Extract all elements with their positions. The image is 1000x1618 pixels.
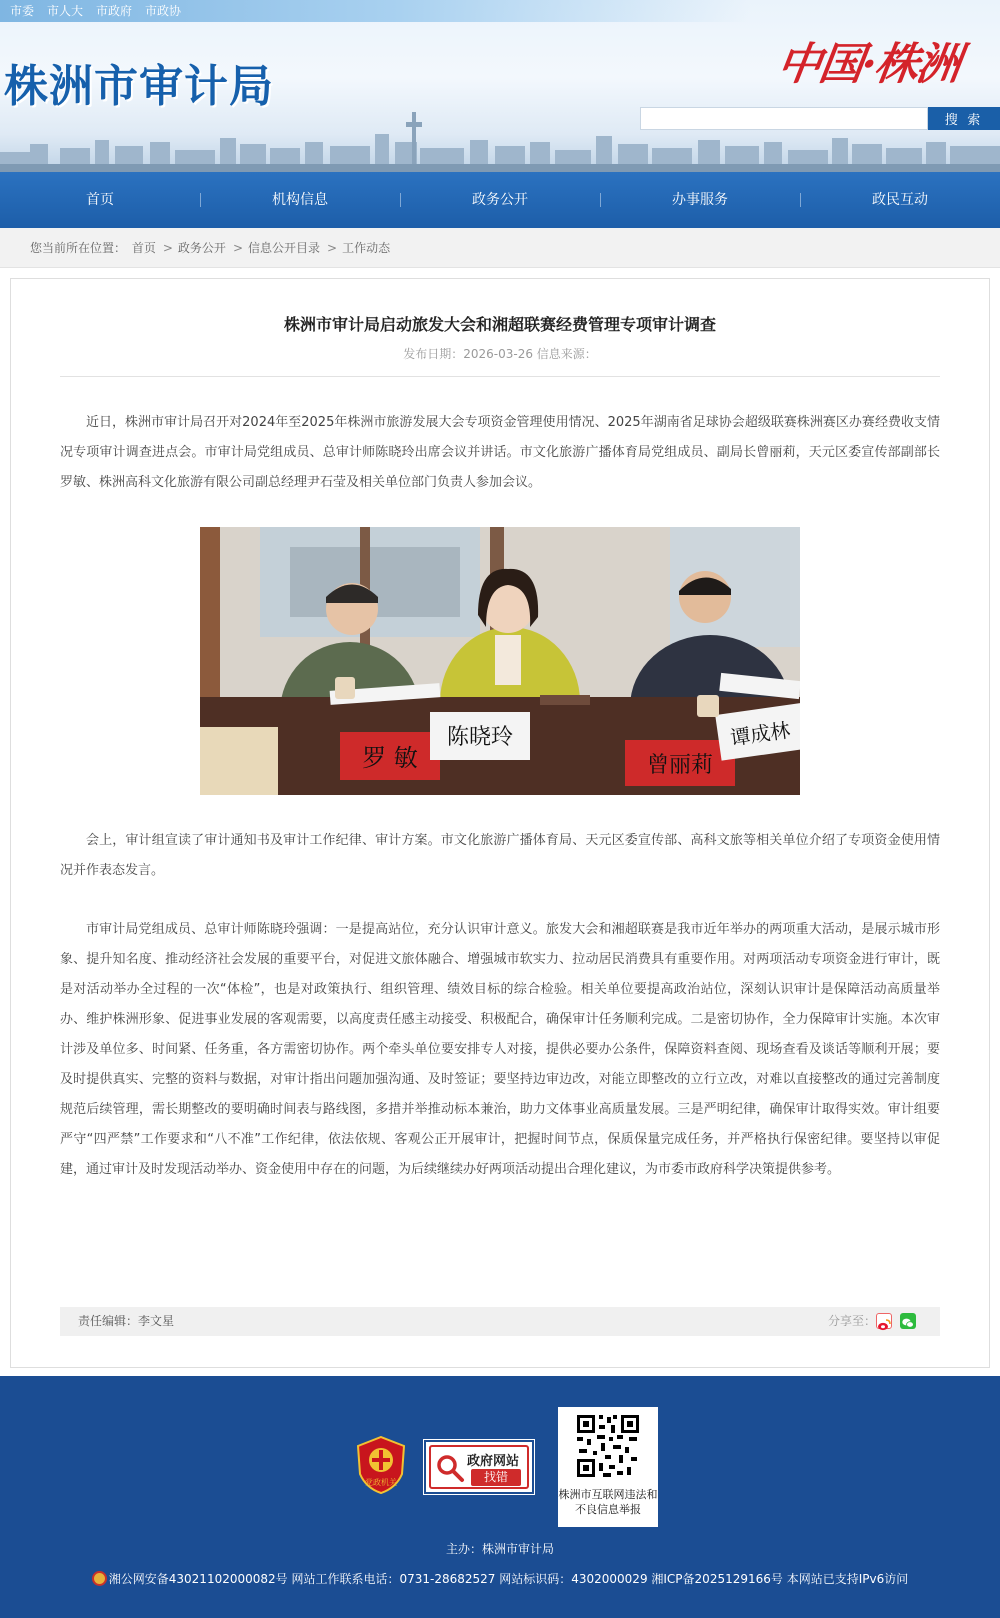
magnifier-icon [435, 1453, 465, 1483]
error-report-frame [429, 1445, 529, 1489]
article-paragraph-1: 近日，株洲市审计局召开对2024年至2025年株洲市旅游发展大会专项资金管理使用情况、2025年湖南省足球协会超级联赛株洲赛区办赛经费收支情况专项审计调查进点会。市审计局党组成员、总审计师陈晓玲出席会议并讲话。市文化旅游广播体育局党组成员、副局长曾丽莉，天元区委宣传部副部长罗敏、株洲高科文化旅游有限公司副总经理尹石莹及相关单位部门负责人参加会议。 [60, 415, 940, 490]
footer-beian-text[interactable]: 湘公网安备43021102000082号 网站工作联系电话：0731-28682527 网站标识码：4302000029 湘ICP备2025129166号 本网站已支持IPv6访问 [108, 1572, 909, 1586]
toplink-shirenda[interactable]: 市人大 [47, 4, 84, 18]
header-banner [0, 0, 1000, 172]
gov-site-error-report-button[interactable] [424, 1440, 534, 1494]
meeting-photo-illustration [200, 527, 800, 795]
nav-org-info[interactable]: 机构信息 [272, 192, 328, 208]
nameplate-chenxiaoling: 陈晓玲 [446, 725, 514, 750]
error-report-title: 政府网站 [467, 1454, 520, 1469]
qr-code-icon [575, 1413, 641, 1479]
error-report-subtitle: 找错 [471, 1469, 521, 1486]
toplink-shiwei[interactable]: 市委 [10, 4, 35, 18]
footer-beian [0, 1570, 1000, 1587]
breadcrumb-catalog[interactable]: 信息公开目录 [248, 241, 321, 255]
qr-caption: 株洲市互联网违法和不良信息举报 [558, 1488, 658, 1516]
breadcrumb-home[interactable]: 首页 [131, 241, 156, 255]
breadcrumb-separator: > [162, 241, 173, 255]
main-nav [0, 172, 1000, 228]
nameplate-luomin: 罗 敏 [362, 744, 418, 772]
nameplate-tanchenglin: 谭成林 [728, 717, 792, 751]
footer-host: 主办：株洲市审计局 [445, 1542, 554, 1556]
report-qr-card[interactable] [558, 1407, 658, 1527]
wechat-share-icon[interactable] [900, 1313, 916, 1329]
toplink-shizhengfu[interactable]: 市政府 [96, 4, 133, 18]
nav-home[interactable]: 首页 [86, 192, 114, 208]
breadcrumb-work-news[interactable]: 工作动态 [342, 241, 391, 255]
party-gov-badge[interactable] [356, 1436, 406, 1494]
search-input[interactable] [640, 107, 928, 130]
meeting-photo [200, 527, 800, 795]
share-label: 分享至： [828, 1314, 877, 1328]
article-meta: 发布日期：2026-03-26 信息来源： [403, 347, 597, 361]
toplink-shizhengxie[interactable]: 市政协 [145, 4, 182, 18]
breadcrumb-separator: > [232, 241, 243, 255]
nameplate-zenglili: 曾丽莉 [646, 753, 714, 778]
nav-interaction[interactable]: 政民互动 [872, 192, 928, 208]
breadcrumb-separator: > [327, 241, 338, 255]
zhongguo-zhuzhou-logo: 中国·株洲 [773, 39, 963, 90]
breadcrumb [0, 228, 1000, 268]
title-divider [60, 376, 940, 377]
search-button[interactable]: 搜 索 [928, 107, 1000, 130]
nav-services[interactable]: 办事服务 [672, 192, 728, 208]
article-paragraph-2: 会上，审计组宣读了审计通知书及审计工作纪律、审计方案。市文化旅游广播体育局、天元区委宣传部、高科文旅等相关单位介绍了专项资金使用情况并作表态发言。 [60, 833, 940, 878]
site-title: 株洲市审计局 [4, 61, 274, 112]
responsible-editor: 责任编辑：李文星 [78, 1314, 175, 1328]
article-footer-bar [60, 1307, 940, 1336]
weibo-share-icon[interactable] [876, 1313, 892, 1329]
badge-text: 党政机关 [365, 1478, 397, 1487]
police-badge-icon [92, 1571, 107, 1586]
breadcrumb-prefix: 您当前所在位置： [30, 241, 127, 255]
article-paragraph-3: 市审计局党组成员、总审计师陈晓玲强调：一是提高站位，充分认识审计意义。旅发大会和湘超联赛是我市近年举办的两项重大活动，是展示城市形象、提升知名度、推动经济社会发展的重要平台，对促进文旅体融合、增强城市软实力、拉动居民消费具有重要作用。对两项活动专项资金进行审计，既是对活动举办全过程的一次“体检”，也是对政策执行、组织管理、绩效目标的综合检验。相关单位要提高政治站位，深刻认识审计是保障活动高质量举办、维护株洲形象、促进事业发展的客观需要，以高度责任感主动接受、积极配合，确保审计任务顺利完成。二是密切协作，全力保障审计实施。本次审计涉及单位多、时间紧、任务重，各方需密切协作。两个牵头单位要安排专人对接，提供必要办公条件，保障资料查阅、现场查看及谈话等顺利开展；要及时提供真实、完整的资料与数据，对审计指出问题加强沟通、及时签证；要坚持边审边改，对能立即整改的立行立改，对难以直接整改的通过完善制度规范后续管理，需长期整改的要明确时间表与路线图，多措并举推动标本兼治，助力文体事业高质量发展。三是严明纪律，确保审计取得实效。审计组要严守“四严禁”工作要求和“八不准”工作纪律，依法依规、客观公正开展审计，把握时间节点，保质保量完成任务，并严格执行保密纪律。要坚持以审促建，通过审计及时发现活动举办、资金使用中存在的问题，为后续继续办好两项活动提出合理化建议，为市委市政府科学决策提供参考。 [60, 922, 940, 1177]
top-links-bar [0, 0, 1000, 22]
breadcrumb-gov-affairs[interactable]: 政务公开 [177, 241, 226, 255]
nav-gov-affairs[interactable]: 政务公开 [472, 192, 528, 208]
article-title: 株洲市审计局启动旅发大会和湘超联赛经费管理专项审计调查 [283, 315, 716, 334]
